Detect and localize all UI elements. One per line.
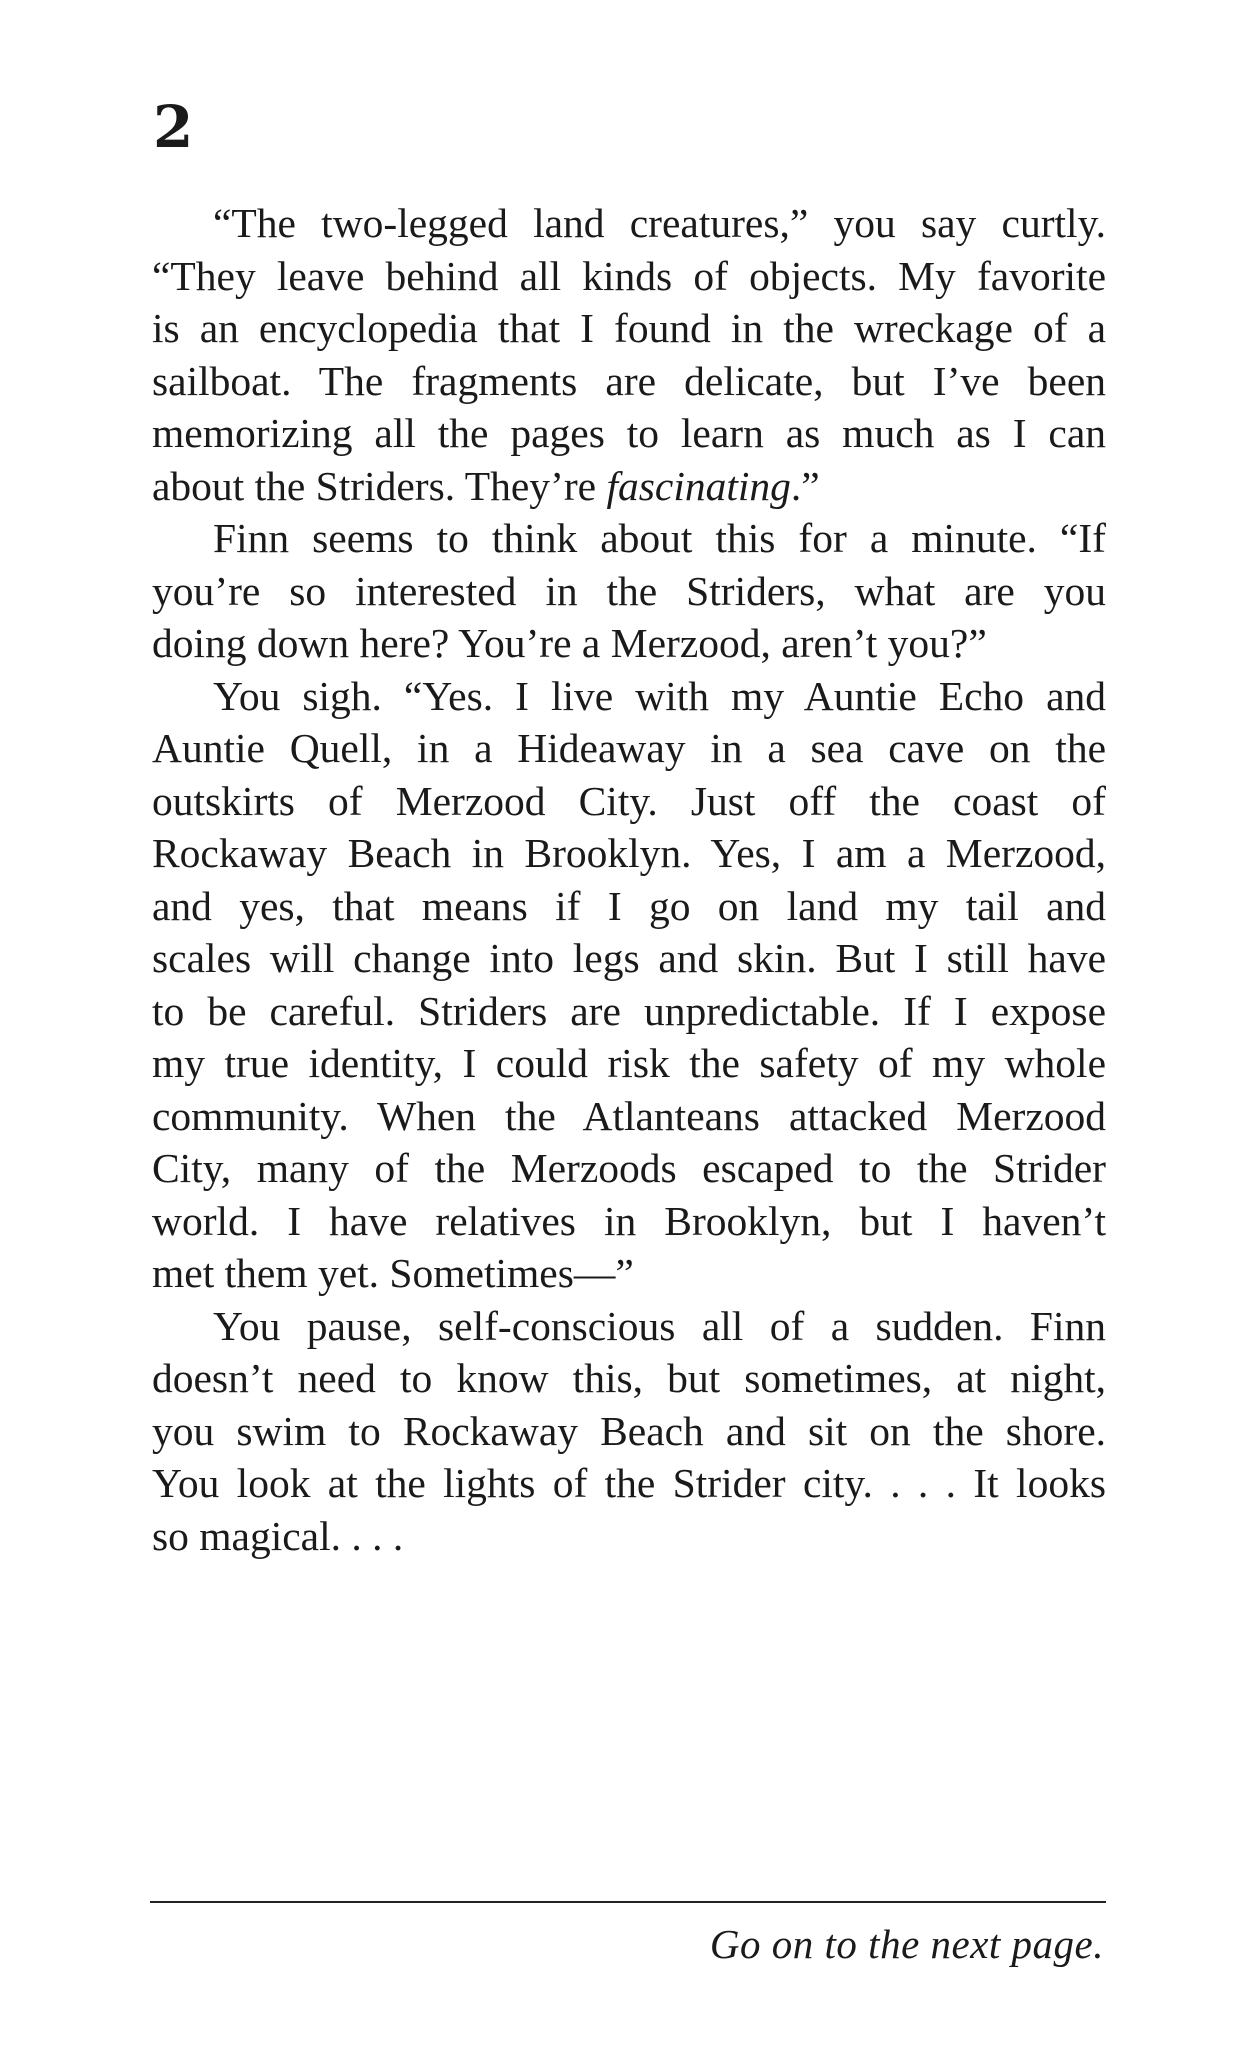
text-line <box>152 460 1106 513</box>
text-line: is an encyclopedia that I found in the wreckage of a <box>152 305 1106 351</box>
story-text <box>152 197 1106 1562</box>
text-run: about the Striders. They’re <box>152 462 607 509</box>
text-line: Finn seems to think about this for a minute. “If <box>213 515 1106 561</box>
text-line: doing down here? You’re a Merzood, aren’t you?” <box>152 620 987 666</box>
text-line: You sigh. “Yes. I live with my Auntie Echo and <box>213 672 1106 719</box>
text-line: and yes, that means if I go on land my tail and <box>152 882 1106 929</box>
text-line: so magical. . . . <box>152 1512 404 1559</box>
text-line: “They leave behind all kinds of objects. My favorite <box>152 252 1106 299</box>
text-line: You look at the lights of the Strider city. . . . It looks <box>152 1460 1106 1506</box>
text-line: doesn’t need to know this, but sometimes, at night, <box>152 1355 1106 1401</box>
next-page-instruction: Go on to the next page. <box>709 1921 1104 1967</box>
text-line: You pause, self-conscious all of a sudden. Finn <box>213 1302 1106 1349</box>
text-line: to be careful. Striders are unpredictable. If I expose <box>152 987 1106 1034</box>
text-line: you swim to Rockaway Beach and sit on the shore. <box>152 1407 1106 1454</box>
text-run: .” <box>790 462 820 509</box>
paragraph <box>152 197 1106 512</box>
text-line: “The two-legged land creatures,” you say curtly. <box>213 200 1106 246</box>
text-line: met them yet. Sometimes—” <box>152 1250 634 1296</box>
paragraph <box>152 1300 1106 1563</box>
page-number: 2 <box>153 93 194 161</box>
text-line: community. When the Atlanteans attacked Merzood <box>152 1092 1106 1139</box>
text-line: outskirts of Merzood City. Just off the coast of <box>152 777 1106 824</box>
paragraph <box>152 670 1106 1300</box>
text-line: my true identity, I could risk the safety of my whole <box>152 1040 1106 1086</box>
text-line: you’re so interested in the Striders, what are you <box>152 567 1106 614</box>
text-line: City, many of the Merzoods escaped to the Strider <box>152 1145 1106 1191</box>
text-line: memorizing all the pages to learn as much as I can <box>152 410 1106 456</box>
text-line: Rockaway Beach in Brooklyn. Yes, I am a Merzood, <box>152 830 1106 876</box>
emphasized-text: fascinating <box>606 462 791 509</box>
text-line: world. I have relatives in Brooklyn, but I haven’t <box>152 1197 1106 1244</box>
text-line: sailboat. The fragments are delicate, but I’ve been <box>152 357 1106 404</box>
text-line: Auntie Quell, in a Hideaway in a sea cave on the <box>152 725 1106 771</box>
footer-divider <box>150 1901 1106 1903</box>
text-line: scales will change into legs and skin. But I still have <box>152 935 1106 981</box>
paragraph <box>152 512 1106 670</box>
